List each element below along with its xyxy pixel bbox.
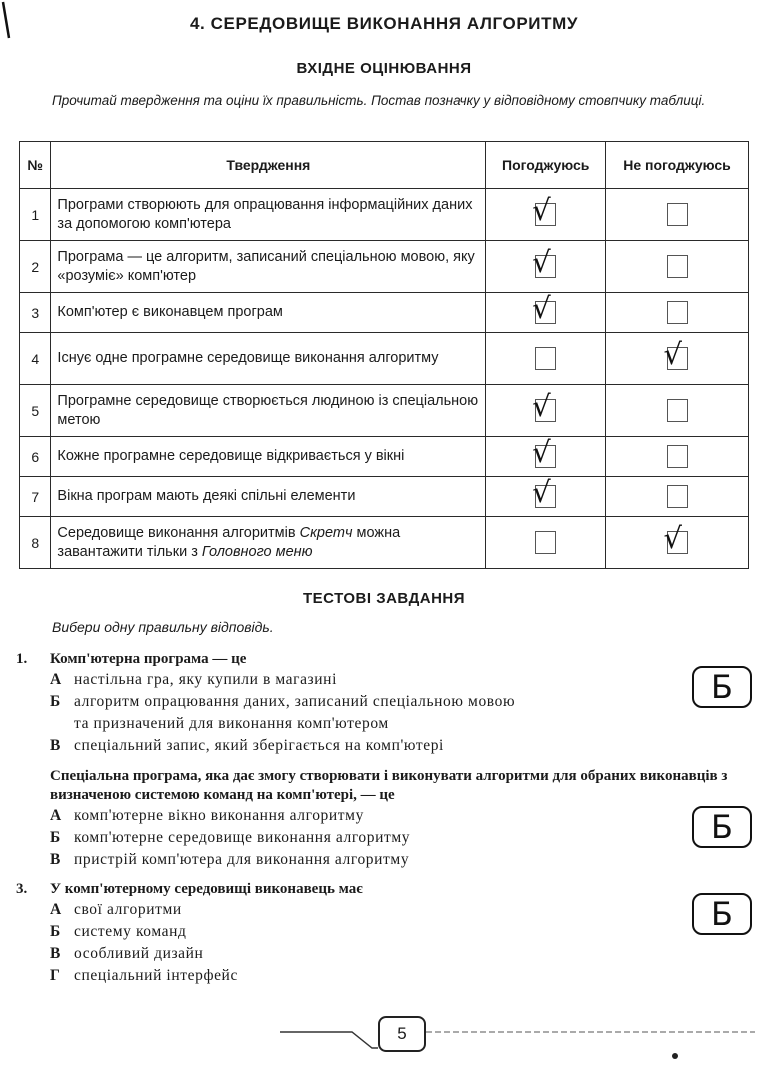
cell-agree (486, 241, 606, 293)
row-number: 7 (20, 477, 51, 517)
cell-agree (486, 437, 606, 477)
question-number (16, 767, 50, 786)
disagree-checkbox[interactable] (667, 485, 688, 508)
agree-checkbox[interactable] (535, 531, 556, 554)
agree-checkbox[interactable] (532, 435, 556, 469)
agree-checkbox[interactable] (532, 245, 556, 279)
check-mark-icon: √ (532, 389, 551, 423)
cell-agree (486, 293, 606, 333)
row-statement: Вікна програм мають деякі спільні елементи (51, 477, 486, 517)
check-mark-icon: √ (663, 337, 682, 371)
check-mark-icon: √ (532, 245, 551, 279)
check-mark-icon: √ (663, 521, 682, 555)
page-number: 5 (378, 1016, 426, 1052)
cell-disagree (606, 385, 749, 437)
cell-disagree (606, 241, 749, 293)
answer-box-1[interactable]: Б (692, 666, 752, 708)
question-text: У комп'ютерному середовищі виконавець має (50, 881, 363, 897)
option-a: А настільна гра, яку купили в магазині (50, 671, 337, 688)
header-num: № (20, 142, 51, 189)
table-row (20, 241, 749, 293)
question-1 (16, 650, 756, 757)
check-mark-icon: √ (532, 193, 551, 227)
agree-checkbox[interactable] (532, 291, 556, 325)
row-number: 8 (20, 517, 51, 569)
row-number: 5 (20, 385, 51, 437)
check-mark-icon: √ (532, 291, 551, 325)
row-statement: Середовище виконання алгоритмів Скретч можна завантажити тільки з Головного меню (51, 517, 486, 569)
option-b: Б комп'ютерне середовище виконання алгоритму (50, 829, 411, 846)
table-row (20, 189, 749, 241)
check-mark-icon: √ (532, 475, 551, 509)
cell-agree (486, 333, 606, 385)
agree-checkbox[interactable] (535, 347, 556, 370)
option-c: В особливий дизайн (50, 945, 204, 962)
option-a: А свої алгоритми (50, 901, 182, 918)
question-3 (16, 880, 756, 987)
question-number: 1. (16, 651, 28, 667)
cell-agree (486, 189, 606, 241)
option-b-continuation: та призначений для виконання комп'ютером (74, 715, 389, 732)
entry-assessment-title: ВХІДНЕ ОЦІНЮВАННЯ (296, 60, 472, 77)
check-mark-icon: √ (532, 435, 551, 469)
row-statement: Програма — це алгоритм, записаний спеціальною мовою, яку «розуміє» комп'ютер (51, 241, 486, 293)
tests-title: ТЕСТОВІ ЗАВДАННЯ (302, 590, 466, 607)
table-header-row (20, 142, 749, 189)
tests-instruction: Вибери одну правильну відповідь. (52, 619, 274, 635)
header-statement: Твердження (51, 142, 486, 189)
question-number: 3. (16, 881, 28, 897)
disagree-checkbox[interactable] (663, 521, 688, 555)
cell-disagree (606, 333, 749, 385)
row-statement: Програми створюють для опрацювання інформаційних даних за допомогою комп'ютера (51, 189, 486, 241)
table-row (20, 437, 749, 477)
agree-checkbox[interactable] (532, 389, 556, 423)
row-number: 2 (20, 241, 51, 293)
header-disagree: Не погоджуюсь (606, 142, 749, 189)
option-d: Г спеціальний інтерфейс (50, 967, 238, 984)
header-agree: Погоджуюсь (486, 142, 606, 189)
cell-disagree (606, 293, 749, 333)
table-row (20, 517, 749, 569)
row-statement: Програмне середовище створюється людиною із спеціальною метою (51, 385, 486, 437)
row-number: 4 (20, 333, 51, 385)
disagree-checkbox[interactable] (667, 301, 688, 324)
cell-disagree (606, 517, 749, 569)
answer-box-3[interactable]: Б (692, 893, 752, 935)
row-statement: Існує одне програмне середовище виконання алгоритму (51, 333, 486, 385)
cell-disagree (606, 437, 749, 477)
row-number: 1 (20, 189, 51, 241)
agree-checkbox[interactable] (532, 475, 556, 509)
table-row (20, 333, 749, 385)
answer-box-2[interactable]: Б (692, 806, 752, 848)
row-statement: Кожне програмне середовище відкривається у вікні (51, 437, 486, 477)
option-a: А комп'ютерне вікно виконання алгоритму (50, 807, 364, 824)
cell-disagree (606, 477, 749, 517)
row-number: 3 (20, 293, 51, 333)
row-statement: Комп'ютер є виконавцем програм (51, 293, 486, 333)
option-c: В пристрій комп'ютера для виконання алгоритму (50, 851, 410, 868)
cell-agree (486, 385, 606, 437)
option-c: В спеціальний запис, який зберігається на комп'ютері (50, 737, 444, 754)
entry-assessment-instruction: Прочитай твердження та оціни їх правильність. Постав позначку у відповідному стовпчику таблиці. (52, 93, 706, 108)
question-text: Спеціальна програма, яка дає змогу створювати і виконувати алгоритми для обраних виконавців з визначеною системою команд на комп'ютері, — це (50, 768, 728, 803)
table-row (20, 385, 749, 437)
disagree-checkbox[interactable] (667, 203, 688, 226)
disagree-checkbox[interactable] (663, 337, 688, 371)
assessment-table (19, 141, 749, 569)
cell-agree (486, 517, 606, 569)
disagree-checkbox[interactable] (667, 399, 688, 422)
option-b: Б алгоритм опрацювання даних, записаний спеціальною мовою (50, 693, 516, 710)
footer-decoration (280, 1010, 760, 1060)
option-b: Б систему команд (50, 923, 187, 940)
chapter-title: 4. СЕРЕДОВИЩЕ ВИКОНАННЯ АЛГОРИТМУ (189, 14, 579, 33)
cell-disagree (606, 189, 749, 241)
cell-agree (486, 477, 606, 517)
question-2 (16, 767, 756, 871)
table-row (20, 293, 749, 333)
question-text: Комп'ютерна програма — це (50, 651, 247, 667)
agree-checkbox[interactable] (532, 193, 556, 227)
disagree-checkbox[interactable] (667, 445, 688, 468)
disagree-checkbox[interactable] (667, 255, 688, 278)
row-number: 6 (20, 437, 51, 477)
table-row (20, 477, 749, 517)
